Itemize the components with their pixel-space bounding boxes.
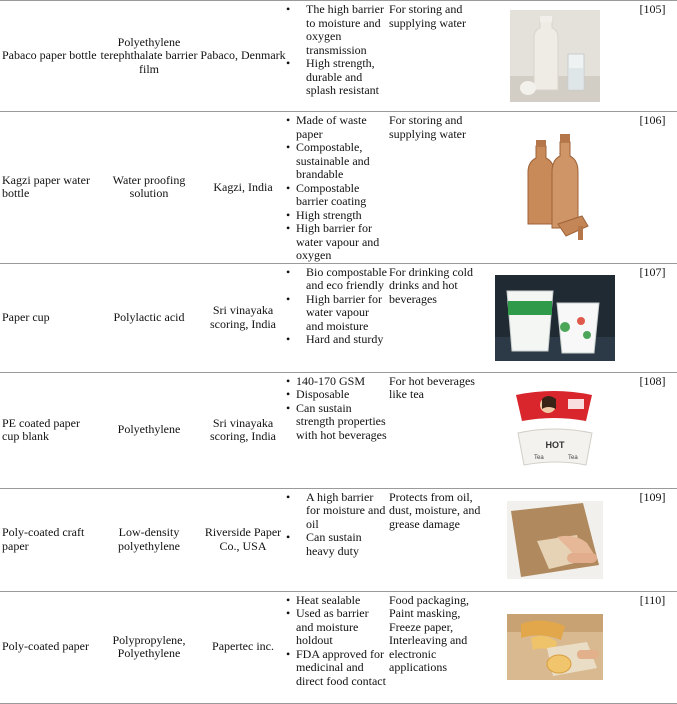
properties-cell (286, 263, 387, 372)
application: For storing and supplying water (389, 2, 466, 30)
list-item: • High barrier for water vapour and moisture (286, 293, 387, 334)
table-row (0, 263, 677, 372)
list-item: • Heat sealable (286, 594, 387, 608)
reference: [109] (639, 489, 666, 504)
list-item: • Used as barrier and moisture holdout (286, 607, 387, 648)
list-item: • Compostable barrier coating (286, 182, 387, 209)
product-image-cell (486, 263, 624, 372)
product-name: Poly-coated paper (2, 639, 89, 654)
list-item: • Made of waste paper (286, 114, 387, 141)
cup-blank-image (512, 389, 598, 471)
list-item: • The high barrier to moisture and oxygen transmission (286, 3, 387, 57)
properties-cell (286, 372, 387, 488)
properties-list (286, 114, 387, 263)
manufacturer: Sri vinayaka scoring, India (210, 303, 276, 331)
coating-material: Low-density polyethylene (118, 525, 180, 553)
craft-paper-image (507, 501, 603, 579)
application: For storing and supplying water (389, 113, 466, 141)
application: For drinking cold drinks and hot beverages (389, 264, 473, 306)
properties-list (286, 594, 387, 689)
properties-cell (286, 112, 387, 264)
product-name: Pabaco paper bottle (2, 48, 97, 63)
application: Food packaging, Paint masking, Freeze paper, Interleaving and electronic applications (389, 592, 469, 674)
cup-blank-text-hot: HOT (545, 440, 565, 450)
coating-material: Polyethylene (117, 422, 181, 437)
list-item: • High strength, durable and splash resistant (286, 57, 387, 98)
list-item: • A high barrier for moisture and oil (286, 491, 387, 532)
poly-coated-paper-image (507, 614, 603, 680)
table-row (0, 112, 677, 264)
manufacturer: Kagzi, India (213, 179, 273, 194)
reference: [107] (639, 264, 666, 279)
reference: [108] (639, 373, 666, 388)
list-item: • Can sustain strength properties with hot beverages (286, 402, 387, 443)
product-image-cell (486, 591, 624, 703)
cup-blank-text-tea-right: Tea (568, 455, 578, 461)
coating-material: Polypropylene, Polyethylene (112, 632, 186, 660)
manufacturer: Papertec inc. (212, 639, 274, 654)
product-name: Kagzi paper water bottle (2, 172, 90, 201)
table-row (0, 591, 677, 703)
product-name: Poly-coated craft paper (2, 525, 85, 553)
list-item: • Can sustain heavy duty (286, 531, 387, 558)
list-item: • High strength (286, 209, 387, 223)
product-image-cell (486, 1, 624, 112)
list-item: • Bio compostable and eco friendly (286, 266, 387, 293)
table-row (0, 1, 677, 112)
reference: [110] (639, 592, 666, 607)
list-item: • FDA approved for medicinal and direct food contact (286, 648, 387, 689)
list-item: • Hard and sturdy (286, 333, 387, 347)
list-item: • High barrier for water vapour and oxygen (286, 222, 387, 263)
application: Protects from oil, dust, moisture, and grease damage (389, 489, 481, 531)
properties-cell (286, 591, 387, 703)
properties-list (286, 266, 387, 347)
reference: [105] (639, 2, 666, 16)
product-name: PE coated paper cup blank (2, 415, 80, 443)
properties-list (286, 3, 387, 98)
cup-blank-text-tea-left: Tea (534, 455, 544, 461)
manufacturer: Sri vinayaka scoring, India (210, 415, 276, 443)
properties-cell (286, 488, 387, 591)
reference: [106] (639, 113, 666, 127)
product-image-cell (486, 112, 624, 264)
table-row (0, 372, 677, 488)
list-item: • Disposable (286, 388, 387, 402)
product-name: Paper cup (2, 309, 50, 324)
manufacturer: Riverside Paper Co., USA (204, 525, 282, 553)
table-row (0, 488, 677, 591)
paper-cups-image (495, 275, 615, 361)
coating-material: Water proofing solution (112, 172, 186, 201)
properties-cell (286, 1, 387, 112)
application: For hot beverages like tea (389, 373, 475, 401)
properties-list (286, 375, 387, 443)
coating-material: Polyethylene terephthalate barrier film (100, 34, 198, 76)
coating-material: Polylactic acid (113, 309, 185, 324)
kagzi-bottle-image (520, 128, 590, 246)
list-item: • Compostable, sustainable and brandable (286, 141, 387, 182)
product-image-cell (486, 488, 624, 591)
product-image-cell (486, 372, 624, 488)
manufacturer: Pabaco, Denmark (200, 48, 286, 63)
list-item: • 140-170 GSM (286, 375, 387, 389)
paper-bottle-image (510, 10, 600, 102)
properties-list (286, 491, 387, 559)
